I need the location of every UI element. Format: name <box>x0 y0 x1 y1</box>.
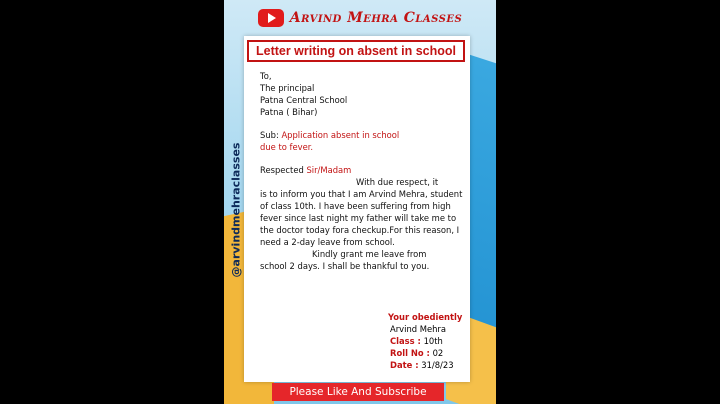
paragraph-body: school 2 days. I shall be thankful to you. <box>260 261 430 271</box>
class-value: 10th <box>423 336 443 346</box>
address-line: Patna ( Bihar) <box>260 107 318 117</box>
roll-label: Roll No : <box>390 348 430 358</box>
roll-line <box>388 347 462 359</box>
date-line <box>388 359 462 371</box>
class-label: Class : <box>390 336 421 346</box>
address-line: The principal <box>260 83 315 93</box>
salutation-word: Respected <box>260 165 304 175</box>
channel-handle-text: @arvindmehraclasses <box>229 142 243 278</box>
sender-name: Arvind Mehra <box>390 324 447 334</box>
subscribe-banner <box>272 383 444 401</box>
subject-text: Application absent in school <box>281 130 400 140</box>
subscribe-text: Please Like And Subscribe <box>289 386 427 398</box>
paragraph-start: With due respect, it <box>356 177 439 187</box>
roll-value: 02 <box>432 348 444 358</box>
subject-line <box>260 129 465 141</box>
closing: Your obediently <box>388 312 463 322</box>
paragraph-body: is to inform you that I am Arvind Mehra, student of class 10th. I have been suffering from high fever since last night my father will take me to the doctor today fora checkup.For this reason, I need a 2-day leave from school. <box>260 189 463 247</box>
video-frame <box>224 0 496 404</box>
date-value: 31/8/23 <box>421 360 454 370</box>
date-label: Date : <box>390 360 419 370</box>
channel-name: Arvind Mehra Classes <box>289 10 463 26</box>
class-line <box>388 335 462 347</box>
letter-to: To, <box>260 71 272 81</box>
salutation <box>260 164 465 176</box>
subject-text-cont: due to fever. <box>260 142 314 152</box>
address-line: Patna Central School <box>260 95 348 105</box>
letter-sheet <box>244 36 470 382</box>
subject-label: Sub: <box>260 130 279 140</box>
channel-handle <box>226 100 246 320</box>
salutation-title: Sir/Madam <box>306 165 352 175</box>
page-title: Letter writing on absent in school <box>255 44 456 58</box>
youtube-play-icon <box>258 9 284 27</box>
signature-block <box>388 311 462 371</box>
title-box <box>247 40 465 62</box>
channel-header <box>224 0 496 36</box>
letter-body <box>260 70 465 272</box>
paragraph-start: Kindly grant me leave from <box>312 249 427 259</box>
